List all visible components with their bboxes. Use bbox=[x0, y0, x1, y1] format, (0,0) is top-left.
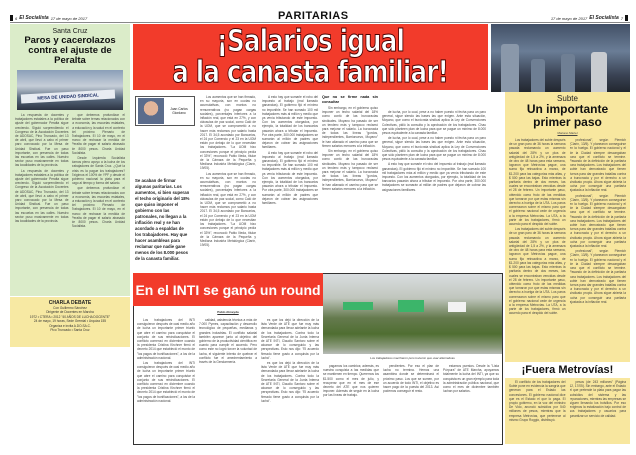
article-kicker: Subte bbox=[557, 94, 578, 103]
page-number-left: 6 bbox=[15, 15, 18, 21]
article-subhead: Que no se firme nada sin consultar bbox=[322, 95, 378, 104]
charla-line: Organiza e invita A.DO.SA.C. bbox=[49, 323, 91, 328]
article-author: Mariano Martel bbox=[557, 131, 578, 135]
author-photo bbox=[138, 98, 164, 124]
folio-left bbox=[10, 14, 87, 22]
article-author: Pablo Almeyda bbox=[217, 310, 239, 314]
article-column: es que los dejó la dirección de la lista Verde de ATE que fue muy más demandada para llevar adelante la lucha de los trabajadores. Contra todo la Secretaria General de la Junta Interna de ATE INTI, Claudio Santoro sobre el alcance de lo conseguido y las perspectivas. Esto nos dijo: "El acuerdo firmado tiene gusto a conquista por la lucha". es que los dejó la dirección de la lista Verde de ATE que fue muy más demandada para llevar adelante la lucha de los trabajadores. Contra todo la Secretaria General de la Junta Interna de ATE INTI, Claudio Santoro sobre el alcance de lo conseguido y las perspectivas. Esto nos dijo: "El acuerdo firmado tiene gusto a conquista por la lucha". bbox=[261, 318, 319, 403]
article-column: Los trabajadores del subte después de un gran paro de 36 horas la semana pasada reclamando un aumento salarial del 28% y un plus de antigüedad de 1,5 a 2%, y la amenaza de otro de 48 horas para esta semana, lograron que Metrovías pague, una suma fija retroactiva a marzo, de $1.200 para las categorías más altas, y $ 500 para las bajas. Esto mientras la paritaria dentro de dos meses, las cuales se encontraban vencidas desde el 28 de febrero. Un importante paso, obtenido como fruto de las medidas que tomaron por que estas mismas sin derecho a huelga de la UTA. Los paros comenzaron sobre el mismo paro que el gobierno nacional cede de urgencia a la empresa Metrovías. La UTA, a la parte de los trabajadores, firmó un acuerdo para el despido del subte. Los trabajadores del subte después de un gran paro de 36 horas la semana pasada reclamando un aumento salarial del 28% y un plus de antigüedad de 1,5 a 2%, y la amenaza de otro de 48 horas para esta semana, lograron que Metrovías pague, una suma fija retroactiva a marzo, de $1.200 para las categorías más altas, y $ 500 para las bajas. Esto mientras la paritaria dentro de dos meses, las cuales se encontraban vencidas desde el 28 de febrero. Un importante paso, obtenido como fruto de las medidas que tomaron por que estas mismas sin derecho a huelga de la UTA. Los paros comenzaron sobre el mismo paro que el gobierno nacional cede de urgencia a la empresa Metrovías. La UTA, a la parte de los trabajadores, firmó un acuerdo para el despido del subte. bbox=[509, 138, 566, 316]
article-column: pagamos los cambios; además, es nuestra conquista a las medidas que se mantienen en tiempo. Queremos los $1.500 como el mes de julio, y recuperar que en el mes de ese decreto del ATE que nos quieren imponer. Además de seguir en la lucha por las líneas de trabajo. bbox=[323, 364, 379, 398]
article-column: A esto hay que sumarle el robo del impuesto al trabajo (mal llamado ganancias). El gobierno fijó el mínimo no imponible. Se han sumado 100 mil trabajadores más al millón y medio que ya venía tributando de este impuesto. Con los aumentos otorgados, por ejemplo, la totalidad de los bancarios pasarán ahora a tributar el impuesto. Por otra parte, 300.000 trabajadores se sumarán al millón de padres que dejaron de cobrar las asignaciones familiares. A esto hay que sumarle el robo del impuesto al trabajo (mal llamado ganancias). El gobierno fijó el mínimo no imponible. Se han sumado 100 mil trabajadores más al millón y medio que ya venía tributando de este impuesto. Con los aumentos otorgados, por ejemplo, la totalidad de los bancarios pasarán ahora a tributar el impuesto. Por otra parte, 300.000 trabajadores se sumarán al millón de padres que dejaron de cobrar las asignaciones familiares. bbox=[262, 95, 318, 206]
brand-right: El Socialista bbox=[589, 15, 619, 21]
charla-line: Dirigente de Docentes en Marcha bbox=[46, 310, 94, 315]
article-column: profesional", según Piemich (Clarín, 13/5). Y planearon conseguirse en la huelga. El gobierno nacional y el de la Ciudad siempre descargaban para que el conflicto se termine. Pasando de la definición de la paritaria para trabajadores. Los trabajadores del subte han demostrado que tienen fuerza para dar grandes batallas contra la burocracia y por el derecho a un sindicato propio. Ahora sigue abierta la lucha por conseguir una paritaria ajustada a la inflación real. profesional", según Piemich (Clarín, 13/5). Y planearon conseguirse en la huelga. El gobierno nacional y el de la Ciudad siempre descargaban para que el conflicto se termine. Pasando de la definición de la paritaria para trabajadores. Los trabajadores del subte han demostrado que tienen fuerza para dar grandes batallas contra la burocracia y por el derecho a un sindicato propio. Ahora sigue abierta la lucha por conseguir una paritaria ajustada a la inflación real. profesional", según Piemich (Clarín, 13/5). Y planearon conseguirse en la huelga. El gobierno nacional y el de la Ciudad siempre descargaban para que el conflicto se termine. Pasando de la definición de la paritaria para trabajadores. Los trabajadores del subte han demostrado que tienen fuerza para dar grandes batallas contra la burocracia y por el derecho a un sindicato propio. Ahora sigue abierta la lucha por conseguir una paritaria ajustada a la inflación real. bbox=[569, 138, 626, 304]
author-box bbox=[135, 96, 195, 126]
author-name: Juan Carlos Giordano bbox=[170, 107, 188, 115]
article-column: pesos (de 243 millones" (Página 12, 17/05). Sin embargo, ante el Estado el que pretende la plata para pagar las subsidios del sistema y las reparaciones, mientras las empresas se siguen llenando los bolsillos. Por eso exigimos la estatización bajo control de sus trabajadores y usuarios para garantizar un servicio de calidad. bbox=[569, 380, 626, 418]
charla-title: CHARLA DEBATE bbox=[48, 300, 92, 306]
photo-banner: MESA DE UNIDAD SINDICAL bbox=[21, 90, 115, 104]
article-title: Paros y cacerolazos contra el ajuste de Peralta bbox=[24, 35, 116, 66]
santa-cruz-article bbox=[10, 24, 130, 296]
article-column: Los trabajadores del INTI consiguieron después de casi medio año de lucha un importante primer triunfo que abre el camino para conquistar el conjunto de sus reivindicaciones. El conflicto comenzó en diciembre cuando la presidenta Cristina Kirchner firmó el decreto 2014 que estableció el monto de "los pagos de bonificaciones", a los de la administración nacional. Los trabajadores del INTI consiguieron después de casi medio año de lucha un importante primer triunfo que abre el camino para conquistar el conjunto de sus reivindicaciones. El conflicto comenzó en diciembre cuando la presidenta Cristina Kirchner firmó el decreto 2014 que estableció el monto de "los pagos de bonificaciones", a los de la administración nacional. bbox=[137, 318, 195, 403]
metrovias-article bbox=[505, 378, 630, 444]
inti-headline bbox=[133, 273, 323, 306]
section-title: PARITARIAS bbox=[278, 10, 349, 22]
article-column: Que no se firme nada sin consultar Sin embargo, en el gobierno quiso imponer un techo salarial del 18% como contó de las burocracias sindicales. Moyano ha pasado de ser un tendero más y tampoco reclamó para mejorar el salario. La burocracia de todas las líneas "gordos, independientes, Barrionuevo, Moyano" le han allanado el camino para que se firmen salarios menores a la inflación. Sin embargo, en el gobierno quiso imponer un techo salarial del 18% como contó de las burocracias sindicales. Moyano ha pasado de ser un tendero más y tampoco reclamó para mejorar el salario. La burocracia de todas las líneas "gordos, independientes, Barrionuevo, Moyano" le han allanado el camino para que se firmen salarios menores a la inflación. bbox=[322, 95, 378, 191]
charla-line: Pico Truncado • Santa Cruz bbox=[50, 328, 90, 333]
charla-debate-box bbox=[10, 297, 130, 347]
protest-photo bbox=[17, 70, 123, 110]
date-right: 17 de mayo de 2017 bbox=[550, 15, 588, 21]
article-kicker: Santa Cruz bbox=[52, 28, 88, 35]
headline-line-2: a la canasta familiar! bbox=[172, 55, 449, 90]
article-column: pendientes. Por eso el plan de lucha no termina. Hemos una asamblea donde se determinará el próximo paso. Los que se sumen, por un acuerdo de todo INTI, el objetivo es hacer pago de la puesta del 2013. Así podemos conseguir el resto. bbox=[383, 364, 439, 394]
charla-line: Con Guillermo Sánchez bbox=[53, 306, 87, 310]
inti-title: En el INTI se ganó un round bbox=[135, 281, 321, 298]
article-lede: Se acaban de firmar algunas paritarias. Los aumentos, si bien superan el techo originario del 18% que quiso imponer el gobierno con las patronales, no llegan a la inflación real y se han acordado a espaldas de los trabajadores. Hay que hacer asambleas para reclamar que nadie gane menos de los 8.000 pesos de la canasta familiar. bbox=[135, 178, 190, 261]
article-column: La respuesta de docentes y trabajadores estatales a la política de ajuste del gobernador Peralta sigue creciendo. Siguió sorprendiendo el Congreso de la Asociación Docentes de ADOSAC, Pino Truncado, del 13 de abril, que llevó a cabo el primer paro convocado por la Mesa de Unidad Sindical. Fue un paso importante, con presencia de todas las escuelas en las calles. Nuestro sector puso masivamente en todas las localidades de la provincia. La respuesta de docentes y trabajadores estatales a la política de ajuste del gobernador Peralta sigue creciendo. Siguió sorprendiendo el Congreso de la Asociación Docentes de ADOSAC, Pino Truncado, del 13 de abril, que llevó a cabo el primer paro convocado por la Mesa de Unidad Sindical. Fue un paso importante, con presencia de todas las escuelas en las calles. Nuestro sector puso masivamente en todas las localidades de la provincia. bbox=[15, 113, 69, 224]
charla-line: 1972 • CTERA • 2012 "40 AÑOS DE LUCHA DOCENTE" bbox=[29, 314, 111, 319]
article-column: El conflicto de los trabajadores del Subte pone en evidencia la sangría que generan para el Estado las concesiones. El gobierno nacional dice que es el Estado el que lo paga. El propio gobierno, en la voz del ministro De Vido, anunció subsidios por 540 millones de pesos, mientras que la empresa Metrovías, que pertenece al mismo Grupo Roggio, distribuyó. bbox=[509, 380, 566, 422]
brand-left: El Socialista bbox=[19, 15, 49, 21]
article-column: calidad, asistencia técnica a más de 7.000 Pymes, capacitación y desarrollo tecnológico de pequeñas, medianas y grandes industrias. El conflicto salarial también aparece junto al objetivo del gobierno de la productividad científica en cuanto para cumplir el acuerdo. Pero como este no logró torcer la voluntad de lucha, el siguiente intento de quebrar el conflicto fue el amedrentamiento a través de la Gendarmería. bbox=[199, 318, 257, 365]
photo-caption: Los trabajadores marcharon pero tuvieron que usar alternativas bbox=[370, 356, 455, 360]
article-column: que debemos profundizar el debate sobre temas relacionados con la economía, las escuelas estatales, la educación y la salud en el contexto del próximo Plenario de Trabajadores. El 10 de mayo, en el marco de rechazar la medida de Peralta de pagar el salario atrasado de 8000 pesos. Charla Unidad Socialista. Desde Izquierda Socialista damos pleno apoyo a la lucha de los trabajadores de Santa Cruz. ¿Qué la crisis es la pague los trabajadores? Exigimos el 100% de YPF y desde el gobierno nacional la plata para el pago al tiempo y forma del salario. que debemos profundizar el debate sobre temas relacionados con la economía, las escuelas estatales, la educación y la salud en el contexto del próximo Plenario de Trabajadores. El 10 de mayo, en el marco de rechazar la medida de Peralta de pagar el salario atrasado de 8000 pesos. Charla Unidad Socialista. bbox=[71, 113, 125, 229]
metrovias-title: ¡Fuera Metrovías! bbox=[521, 364, 614, 376]
main-headline bbox=[133, 24, 488, 90]
page-number-right: 7 bbox=[620, 15, 623, 21]
headline-line-1: ¡Salarios igual bbox=[216, 24, 405, 59]
article-column: estamos puestos. Desde la "Lista Púrpura" de ATE Marcha, apoyamos totalmente la lucha del INTI, ya que su conquista es un gran ejemplo para toda la administración pública nacional, que como el mes de diciembre también luchan por salarios. bbox=[443, 364, 499, 394]
header-rule bbox=[10, 22, 630, 23]
article-column: Los aumentos que se han firmado, en su mayoría, son en cuotas no acumulativas, con montos no remunerativos (no pagan cargas sociales), porcentajes inferiores a la inflación real, que está en 27%, y con cláusulas de paz social, como Caló de la UOM, que se comprometió a no hacer más reclamos por salario hasta 2017. El 34,5 acordado por Bancarios, el 24 por Comercio y el 23 en la UOM están por debajo de lo que necesitan los trabajadores. "La UOM hizo concesiones porque el principio pedía el 33%", reconoció Pablo Ilieda, titular de la Cámara de la Pequeña y Mediana Industria Metalúrgica (Clarín, 19/05). Los aumentos que se han firmado, en su mayoría, son en cuotas no acumulativas, con montos no remunerativos (no pagan cargas sociales), porcentajes inferiores a la inflación real, que está en 27%, y con cláusulas de paz social, como Caló de la UOM, que se comprometió a no hacer más reclamos por salario hasta 2017. El 34,5 acordado por Bancarios, el 24 por Comercio y el 23 en la UOM están por debajo de lo que necesitan los trabajadores. "La UOM hizo concesiones porque el principio pedía el 33%", reconoció Pablo Ilieda, titular de la Cámara de la Pequeña y Mediana Industria Metalúrgica (Clarín, 19/05). bbox=[200, 95, 256, 248]
charla-line: 24 de mayo, 19 horas, Sede Gremial • Urquiza 155 bbox=[33, 319, 107, 324]
subte-photo bbox=[491, 24, 630, 92]
article-column: de lucha, por lo cual, pese a no haber puesto ni fecha para un paro general, sigue siendo las bases las que exigen. Ante esta situación, Moyano, que como el burócrata sindical aplica la Ley de Convenciones Colectivas, pidió la consulta y la aprobación de los trabajadores. Chau que sólo planteen plan de lucha para que se pague un mínimo de 8.000 pesos equivalente a la canasta familiar. de lucha, por lo cual, pese a no haber puesto ni fecha para un paro general, sigue siendo las bases las que exigen. Ante esta situación, Moyano, que como el burócrata sindical aplica la Ley de Convenciones Colectivas, pidió la consulta y la aprobación de los trabajadores. Chau que sólo planteen plan de lucha para que se pague un mínimo de 8.000 pesos equivalente a la canasta familiar. A esto hay que sumarle el robo del impuesto al trabajo (mal llamado ganancias). El gobierno fijó el mínimo no imponible. Se han sumado 100 mil trabajadores más al millón y medio que ya venía tributando de este impuesto. Con los aumentos otorgados, por ejemplo, la totalidad de los bancarios pasarán ahora a tributar el impuesto. Por otra parte, 300.000 trabajadores se sumarán al millón de padres que dejaron de cobrar las asignaciones familiares. bbox=[382, 110, 486, 192]
page-marker-icon bbox=[625, 15, 628, 21]
inti-protest-photo bbox=[323, 274, 502, 354]
folio-right bbox=[551, 14, 628, 22]
article-title: Un importante primer paso bbox=[526, 102, 609, 129]
date-left: 17 de mayo de 2017 bbox=[50, 15, 88, 21]
subte-article bbox=[505, 92, 630, 362]
page-marker-icon bbox=[10, 15, 13, 21]
